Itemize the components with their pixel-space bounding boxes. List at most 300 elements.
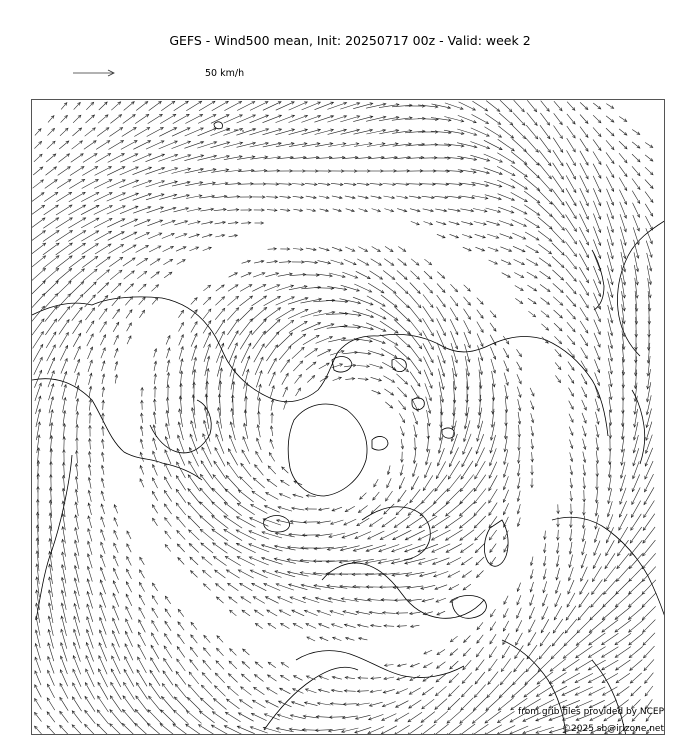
wind-vector bbox=[450, 284, 457, 292]
coastline-black-sea bbox=[452, 596, 486, 619]
wind-vector bbox=[594, 333, 600, 347]
wind-vector bbox=[462, 685, 473, 697]
wind-vector bbox=[75, 359, 80, 372]
wind-vector bbox=[60, 128, 68, 136]
wind-vector bbox=[396, 689, 408, 694]
wind-vector bbox=[645, 204, 653, 216]
wind-vector bbox=[277, 285, 294, 290]
wind-vector bbox=[476, 557, 484, 565]
wind-vector bbox=[353, 297, 373, 305]
wind-vector bbox=[33, 167, 43, 175]
wind-vector bbox=[432, 104, 451, 108]
wind-vector bbox=[631, 514, 642, 530]
wind-vector bbox=[538, 190, 552, 204]
wind-vector bbox=[553, 150, 563, 166]
wind-vector bbox=[123, 258, 135, 266]
wind-vector bbox=[200, 502, 215, 516]
wind-vector bbox=[126, 310, 132, 319]
wind-vector bbox=[98, 696, 109, 712]
wind-vector bbox=[373, 492, 380, 500]
wind-vector bbox=[191, 622, 197, 629]
wind-vector bbox=[593, 176, 601, 192]
reference-vector-label: 50 km/h bbox=[205, 68, 245, 79]
wind-vector bbox=[433, 502, 450, 516]
wind-vector bbox=[461, 698, 474, 711]
wind-vector bbox=[497, 153, 514, 164]
wind-vector bbox=[226, 570, 239, 578]
wind-vector bbox=[476, 434, 483, 454]
wind-vector bbox=[72, 711, 82, 723]
wind-vector bbox=[215, 308, 225, 319]
wind-vector bbox=[236, 543, 255, 552]
wind-vector bbox=[177, 530, 185, 539]
wind-vector bbox=[275, 533, 294, 537]
wind-vector bbox=[643, 514, 655, 531]
wind-vector bbox=[541, 101, 550, 112]
wind-vector bbox=[566, 606, 576, 620]
wind-vector bbox=[279, 184, 292, 185]
wind-vector bbox=[581, 374, 587, 385]
wind-vector bbox=[294, 676, 303, 681]
wind-vector bbox=[461, 544, 474, 553]
wind-vector bbox=[164, 646, 172, 658]
wind-vector bbox=[121, 232, 137, 240]
wind-vector bbox=[514, 658, 524, 672]
wind-vector bbox=[526, 259, 538, 266]
wind-vector bbox=[472, 724, 489, 735]
wind-vector bbox=[380, 321, 398, 333]
wind-vector bbox=[421, 184, 435, 185]
wind-vector bbox=[56, 205, 72, 215]
wind-vector bbox=[74, 102, 81, 109]
wind-vector bbox=[47, 684, 54, 698]
wind-vector bbox=[386, 491, 393, 501]
wind-vector bbox=[498, 139, 515, 151]
wind-vector bbox=[239, 184, 253, 185]
wind-vector bbox=[527, 285, 536, 291]
wind-vector bbox=[475, 461, 486, 479]
wind-vector bbox=[632, 142, 640, 148]
wind-vector bbox=[541, 619, 549, 633]
wind-vector bbox=[190, 647, 197, 657]
wind-vector bbox=[526, 138, 539, 152]
wind-vector bbox=[616, 660, 631, 670]
wind-vector bbox=[631, 686, 641, 696]
wind-vector bbox=[578, 606, 590, 620]
wind-vector bbox=[538, 176, 552, 191]
wind-vector bbox=[619, 178, 627, 191]
wind-vector bbox=[217, 648, 224, 656]
wind-vector bbox=[48, 128, 55, 135]
wind-vector bbox=[191, 635, 198, 643]
wind-vector bbox=[242, 356, 249, 376]
wind-vector-head bbox=[165, 634, 168, 637]
wind-vector bbox=[231, 422, 236, 440]
wind-vector bbox=[138, 284, 146, 292]
wind-vector bbox=[629, 553, 642, 568]
wind-vector bbox=[378, 559, 400, 563]
wind-vector bbox=[86, 115, 95, 123]
wind-vector bbox=[419, 558, 438, 564]
wind-vector bbox=[217, 636, 223, 643]
wind-vector bbox=[503, 503, 508, 514]
wind-vector bbox=[62, 372, 67, 387]
wind-vector bbox=[642, 580, 656, 594]
wind-vector bbox=[619, 117, 627, 122]
wind-vector bbox=[163, 671, 173, 685]
wind-vector bbox=[554, 126, 563, 139]
wind-vector bbox=[396, 701, 409, 708]
wind-vector bbox=[410, 489, 420, 502]
wind-vector bbox=[383, 271, 395, 280]
wind-vector bbox=[407, 725, 422, 735]
coastline-svalbard bbox=[372, 437, 388, 451]
wind-vector bbox=[643, 620, 656, 633]
wind-vector bbox=[471, 128, 489, 136]
wind-vector bbox=[292, 610, 304, 616]
wind-vector bbox=[418, 119, 438, 120]
wind-vector bbox=[135, 233, 150, 240]
wind-vector bbox=[33, 180, 44, 188]
wind-vector bbox=[147, 128, 164, 137]
wind-vector bbox=[580, 163, 588, 179]
wind-vector bbox=[552, 270, 563, 280]
wind-vector bbox=[645, 673, 654, 684]
wind-vector bbox=[227, 308, 238, 321]
wind-vector bbox=[72, 697, 81, 711]
wind-vector bbox=[123, 696, 135, 712]
wind-vector bbox=[464, 297, 471, 305]
wind-vector bbox=[191, 322, 197, 333]
wind-vector bbox=[83, 154, 97, 163]
wind-vector bbox=[314, 324, 334, 330]
wind-vector bbox=[566, 175, 576, 192]
wind-vector bbox=[96, 141, 110, 150]
wind-vector bbox=[187, 711, 202, 724]
wind-vector bbox=[477, 298, 483, 305]
wind-vector bbox=[224, 516, 242, 528]
wind-vector bbox=[462, 571, 471, 578]
wind-vector bbox=[46, 154, 56, 162]
wind-vector bbox=[139, 582, 144, 591]
wind-vector bbox=[529, 620, 535, 633]
wind-vector bbox=[188, 516, 200, 528]
wind-vector bbox=[515, 286, 523, 291]
wind-vector bbox=[383, 376, 394, 383]
coastline-baja bbox=[36, 455, 72, 620]
wind-vector bbox=[449, 584, 459, 589]
wind-vector bbox=[503, 336, 509, 344]
wind-vector bbox=[58, 294, 71, 308]
wind-vector bbox=[136, 258, 147, 265]
wind-vector bbox=[579, 254, 588, 271]
wind-vector bbox=[552, 229, 565, 242]
wind-vector bbox=[254, 344, 264, 362]
wind-vector bbox=[177, 260, 185, 265]
wind-vector bbox=[293, 689, 304, 694]
wind-vector bbox=[552, 243, 564, 255]
wind-vector bbox=[240, 477, 253, 490]
wind-vector bbox=[392, 544, 413, 551]
wind-vector bbox=[201, 461, 213, 479]
wind-vector bbox=[238, 713, 253, 721]
wind-vector bbox=[437, 284, 445, 293]
wind-vector bbox=[188, 685, 199, 698]
wind-vector bbox=[409, 700, 422, 708]
wind-vector bbox=[96, 257, 110, 267]
wind-vector bbox=[301, 299, 322, 303]
wind-vector bbox=[214, 556, 227, 565]
wind-vector bbox=[383, 613, 396, 614]
wind-vector bbox=[422, 699, 434, 709]
wind-vector bbox=[577, 619, 591, 633]
wind-vector bbox=[408, 331, 421, 348]
wind-vector bbox=[370, 271, 383, 279]
wind-vector bbox=[265, 597, 278, 604]
coastline-caspian bbox=[484, 520, 508, 566]
wind-vector bbox=[370, 518, 383, 527]
wind-vector bbox=[135, 723, 149, 735]
wind-map bbox=[32, 100, 665, 735]
wind-vector bbox=[458, 115, 476, 122]
wind-vector bbox=[135, 710, 149, 725]
wind-vector bbox=[56, 269, 71, 282]
wind-vector bbox=[512, 220, 527, 227]
wind-vector bbox=[503, 621, 508, 631]
wind-vector bbox=[191, 571, 198, 578]
wind-vector bbox=[568, 375, 574, 384]
wind-vector bbox=[490, 634, 496, 644]
wind-vector bbox=[199, 711, 214, 723]
wind-vector bbox=[395, 184, 408, 185]
wind-vector bbox=[460, 516, 475, 528]
wind-vector bbox=[59, 141, 69, 149]
wind-vector bbox=[95, 167, 112, 176]
wind-vector-head bbox=[459, 733, 462, 735]
wind-vector bbox=[409, 294, 421, 308]
wind-vector bbox=[47, 726, 55, 735]
map-panel bbox=[31, 99, 665, 735]
wind-vector bbox=[97, 270, 110, 281]
wind-vector bbox=[407, 516, 424, 528]
wind-vector bbox=[165, 609, 171, 617]
wind-vector bbox=[74, 346, 80, 359]
wind-vector bbox=[394, 320, 410, 335]
wind-vector bbox=[173, 114, 189, 123]
wind-vector bbox=[225, 489, 241, 503]
wind-vector bbox=[215, 686, 226, 697]
wind-vector bbox=[266, 197, 277, 198]
wind-vector bbox=[629, 593, 644, 607]
wind-vector bbox=[592, 580, 603, 595]
wind-vector bbox=[216, 285, 224, 291]
wind-vector bbox=[34, 154, 42, 162]
wind-vectors bbox=[32, 100, 656, 735]
wind-vector bbox=[398, 400, 405, 409]
wind-vector bbox=[344, 691, 355, 692]
wind-vector bbox=[540, 138, 551, 153]
wind-vector bbox=[164, 658, 173, 671]
wind-vector bbox=[460, 196, 475, 198]
wind-vector bbox=[568, 362, 574, 371]
wind-vector bbox=[110, 724, 123, 735]
wind-vector bbox=[35, 671, 41, 685]
wind-vector bbox=[32, 218, 45, 228]
wind-vector bbox=[43, 256, 59, 269]
wind-vector bbox=[465, 356, 469, 376]
wind-vector bbox=[204, 344, 210, 362]
wind-vector bbox=[165, 634, 172, 645]
wind-vector bbox=[524, 685, 540, 697]
wind-vector bbox=[177, 544, 184, 552]
wind-vector bbox=[471, 169, 490, 173]
wind-vector bbox=[503, 490, 508, 502]
wind-vector bbox=[580, 151, 588, 165]
wind-vector bbox=[567, 322, 575, 332]
wind-vector bbox=[97, 710, 108, 724]
wind-vector bbox=[477, 322, 483, 333]
wind-vector bbox=[485, 127, 502, 137]
coastline-china bbox=[552, 517, 665, 620]
wind-vector bbox=[491, 609, 496, 617]
wind-vector bbox=[301, 323, 320, 332]
wind-vector bbox=[484, 140, 502, 149]
wind-vector bbox=[538, 231, 552, 242]
wind-vector bbox=[398, 259, 407, 266]
wind-vector bbox=[397, 387, 406, 397]
wind-vector bbox=[264, 506, 279, 513]
wind-vector bbox=[568, 580, 574, 594]
wind-vector bbox=[436, 686, 447, 695]
wind-vector bbox=[326, 314, 348, 315]
wind-vector bbox=[369, 714, 384, 719]
wind-vector bbox=[484, 168, 502, 175]
wind-vector bbox=[555, 593, 561, 606]
wind-vector bbox=[580, 334, 587, 346]
wind-vector bbox=[379, 545, 399, 552]
wind-vector bbox=[582, 387, 587, 397]
wind-vector bbox=[148, 233, 162, 239]
wind-vector bbox=[647, 266, 651, 285]
wind-vector bbox=[216, 584, 225, 591]
wind-vector bbox=[85, 710, 96, 723]
wind-vector bbox=[152, 621, 158, 632]
wind-vector bbox=[580, 102, 588, 109]
wind-vector bbox=[460, 711, 474, 724]
wind-vector bbox=[97, 128, 109, 137]
wind-vector bbox=[254, 687, 265, 694]
wind-vector bbox=[516, 620, 522, 631]
wind-vector bbox=[46, 167, 57, 175]
wind-vector bbox=[190, 660, 198, 671]
wind-vector bbox=[645, 192, 653, 203]
wind-vector bbox=[554, 310, 563, 318]
wind-vector bbox=[61, 359, 67, 374]
wind-vector bbox=[449, 686, 460, 697]
wind-vector bbox=[371, 259, 382, 266]
wind-vector bbox=[500, 671, 511, 684]
wind-vector bbox=[316, 337, 333, 344]
wind-vector bbox=[279, 610, 290, 616]
wind-vector bbox=[409, 688, 420, 695]
wind-vector bbox=[645, 155, 653, 161]
wind-vector bbox=[394, 725, 409, 735]
wind-vector bbox=[240, 700, 253, 709]
wind-vector bbox=[528, 632, 536, 645]
wind-vector bbox=[151, 658, 160, 673]
wind-vector bbox=[358, 506, 367, 513]
wind-vector bbox=[528, 298, 536, 304]
wind-vector bbox=[127, 557, 132, 566]
coastline-arabia bbox=[502, 640, 566, 735]
wind-vector bbox=[395, 294, 409, 307]
wind-vector bbox=[253, 700, 266, 708]
wind-vector bbox=[567, 309, 576, 319]
wind-vector bbox=[174, 710, 189, 724]
wind-vector bbox=[431, 145, 451, 146]
wind-vector bbox=[512, 125, 525, 138]
wind-vector bbox=[463, 660, 471, 670]
wind-vector bbox=[149, 101, 162, 110]
wind-vector bbox=[630, 660, 643, 671]
wind-vector bbox=[152, 505, 157, 514]
wind-vector bbox=[615, 620, 631, 632]
wind-vector bbox=[477, 310, 483, 319]
wind-vector bbox=[566, 255, 577, 269]
wind-vector bbox=[255, 662, 263, 668]
wind-vector bbox=[165, 621, 171, 631]
wind-vector bbox=[353, 311, 374, 317]
wind-vector bbox=[200, 529, 214, 540]
wind-vector bbox=[113, 581, 118, 593]
wind-vector bbox=[152, 633, 159, 645]
wind-vector bbox=[229, 597, 238, 603]
wind-vector bbox=[411, 271, 420, 280]
wind-vector bbox=[239, 307, 252, 320]
wind-vector bbox=[500, 100, 512, 112]
wind-vector bbox=[476, 647, 483, 657]
wind-vector bbox=[251, 713, 266, 720]
wind-vector bbox=[230, 649, 237, 656]
wind-vector bbox=[200, 516, 214, 529]
wind-vector-head bbox=[585, 148, 588, 151]
wind-vector bbox=[188, 502, 200, 515]
wind-vector bbox=[593, 554, 601, 569]
wind-vector bbox=[100, 580, 105, 594]
wind-vector bbox=[472, 114, 489, 123]
wind-vector bbox=[150, 670, 160, 686]
wind-vector bbox=[85, 724, 96, 735]
wind-vector bbox=[44, 192, 58, 201]
wind-vector bbox=[525, 151, 539, 165]
wind-vector bbox=[330, 704, 343, 705]
wind-vector bbox=[424, 283, 433, 293]
wind-vector bbox=[137, 271, 146, 278]
wind-vector bbox=[541, 298, 550, 305]
wind-vector bbox=[148, 710, 162, 725]
wind-vector bbox=[73, 115, 81, 123]
wind-vector bbox=[288, 309, 308, 318]
wind-vector bbox=[422, 687, 433, 695]
wind-vector bbox=[47, 141, 55, 149]
wind-vector bbox=[212, 529, 228, 541]
wind-vector bbox=[162, 697, 175, 712]
wind-vector bbox=[489, 647, 496, 658]
wind-vector bbox=[501, 659, 510, 672]
wind-vector bbox=[32, 243, 46, 255]
wind-vector bbox=[606, 140, 614, 149]
wind-vector bbox=[464, 309, 471, 320]
